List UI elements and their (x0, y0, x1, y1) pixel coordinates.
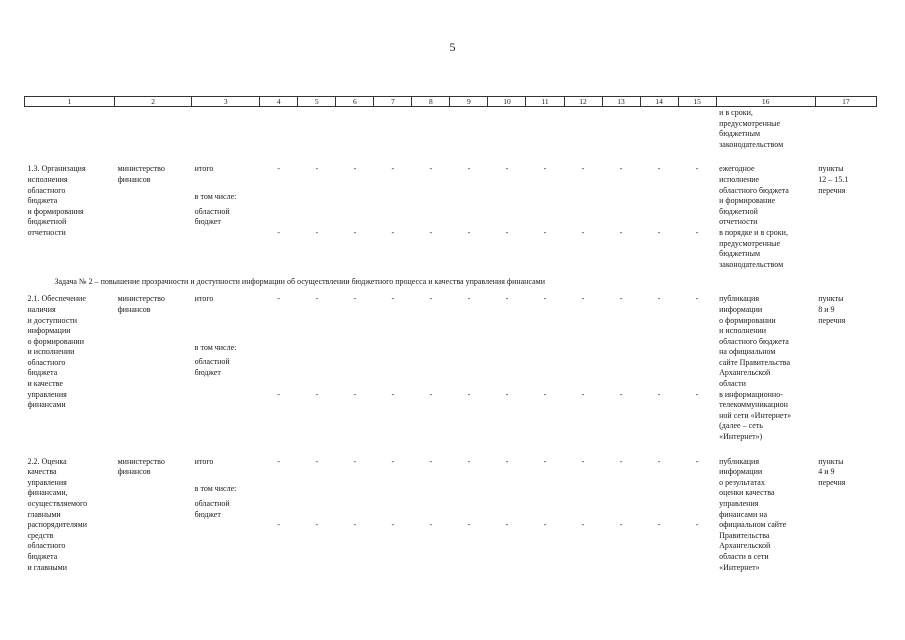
amount-dash: - (429, 520, 433, 530)
amount-dash: - (581, 227, 585, 237)
measure-executor: министерство финансов (117, 164, 165, 184)
amount-dash: - (619, 389, 623, 399)
measure-result: публикация информации о результатах оценки качества управления финансами на (719, 456, 775, 519)
amount-dash: - (429, 389, 433, 399)
column-number-2: 2 (115, 97, 192, 107)
amount-dash: - (657, 294, 661, 304)
amount-dash: - (429, 456, 433, 466)
amount-dash: - (543, 164, 547, 174)
amount-dash: - (619, 227, 623, 237)
amount-dash: - (391, 227, 395, 237)
amount-dash: - (505, 389, 509, 399)
amount-dash: - (619, 164, 623, 174)
column-number-16: 16 (716, 97, 815, 107)
measure-result: ежегодное исполнение областного бюджета и формирование бюджетной отчетности (719, 164, 789, 227)
measure-row (25, 457, 877, 482)
amount-dash: - (467, 389, 471, 399)
amount-dash: - (429, 294, 433, 304)
amount-dash: - (353, 164, 357, 174)
measure-executor: министерство финансов (117, 294, 165, 314)
amount-dash: - (277, 294, 281, 304)
column-number-9: 9 (450, 97, 488, 107)
measure-name: 2.2. Оценка качества управления финансами, осуществляемого главными распорядителями средств областного бюджета и главными (27, 456, 88, 572)
amount-dash: - (657, 164, 661, 174)
spacer-row (25, 150, 877, 164)
amount-dash: - (315, 520, 319, 530)
amount-dash: - (581, 389, 585, 399)
amount-dash: - (277, 164, 281, 174)
amount-dash: - (657, 389, 661, 399)
amount-dash: - (277, 389, 281, 399)
amount-dash: - (581, 520, 585, 530)
amount-dash: - (391, 520, 395, 530)
amount-dash: - (353, 227, 357, 237)
amount-dash: - (543, 294, 547, 304)
funding-total: итого (194, 164, 214, 174)
funding-total: итого (194, 456, 214, 466)
funding-breakdown: в том числе: областной бюджет (194, 342, 237, 377)
amount-dash: - (581, 456, 585, 466)
amount-dash: - (695, 227, 699, 237)
column-number-7: 7 (374, 97, 412, 107)
funding-breakdown: в том числе: областной бюджет (194, 484, 237, 519)
column-number-row (25, 97, 877, 107)
amount-dash: - (543, 389, 547, 399)
task-row (25, 270, 877, 294)
column-number-4: 4 (260, 97, 298, 107)
amount-dash: - (315, 164, 319, 174)
amount-dash: - (277, 227, 281, 237)
measure-result-continued: официальном сайте Правительства Архангельской области в сети «Интернет» (719, 520, 787, 572)
amount-dash: - (277, 520, 281, 530)
amount-dash: - (505, 520, 509, 530)
amount-dash: - (429, 164, 433, 174)
column-number-14: 14 (640, 97, 678, 107)
measure-result-continued: в порядке и в сроки, предусмотренные бюджетным законодательством (719, 227, 788, 269)
amount-dash: - (391, 294, 395, 304)
amount-dash: - (353, 520, 357, 530)
funding-breakdown: в том числе: областной бюджет (194, 192, 237, 227)
amount-dash: - (467, 456, 471, 466)
column-number-1: 1 (25, 97, 115, 107)
amount-dash: - (695, 294, 699, 304)
column-number-13: 13 (602, 97, 640, 107)
amount-dash: - (543, 456, 547, 466)
measure-indicator-link: пункты 4 и 9 перечня (818, 456, 846, 487)
measure-executor: министерство финансов (117, 456, 165, 477)
amount-dash: - (505, 294, 509, 304)
column-number-15: 15 (678, 97, 716, 107)
amount-dash: - (543, 520, 547, 530)
amount-dash: - (467, 227, 471, 237)
measure-row (25, 164, 877, 189)
continuation-row (25, 107, 877, 151)
measure-result-continued: в информационно- телекоммуникацион ной сети «Интернет» (далее – сеть «Интернет») (719, 389, 792, 442)
column-number-6: 6 (336, 97, 374, 107)
continuation-result: и в сроки, предусмотренные бюджетным законодательством (719, 108, 784, 149)
spacer-row (25, 443, 877, 457)
amount-dash: - (657, 520, 661, 530)
column-number-3: 3 (192, 97, 260, 107)
amount-dash: - (315, 294, 319, 304)
amount-dash: - (353, 389, 357, 399)
measure-row (25, 294, 877, 339)
amount-dash: - (543, 227, 547, 237)
amount-dash: - (505, 456, 509, 466)
amount-dash: - (619, 520, 623, 530)
amount-dash: - (467, 164, 471, 174)
amount-dash: - (467, 294, 471, 304)
amount-dash: - (391, 164, 395, 174)
column-number-5: 5 (298, 97, 336, 107)
amount-dash: - (315, 389, 319, 399)
amount-dash: - (353, 294, 357, 304)
amount-dash: - (619, 294, 623, 304)
amount-dash: - (353, 456, 357, 466)
amount-dash: - (695, 520, 699, 530)
page-number: 5 (449, 40, 456, 54)
task-2-heading: Задача № 2 – повышение прозрачности и доступности информации об осуществлении бюджетного процесса и качества управления финансами (54, 277, 546, 287)
amount-dash: - (391, 389, 395, 399)
measure-name: 2.1. Обеспечение наличия и доступности информации о формировании и исполнении областного бюджета и качестве управления финансами (27, 294, 86, 410)
program-table (24, 96, 877, 573)
measure-name: 1.3. Организация исполнения областного бюджета и формирования бюджетной отчетности (27, 164, 86, 237)
measure-indicator-link: пункты 8 и 9 перечня (818, 294, 846, 325)
amount-dash: - (505, 164, 509, 174)
amount-dash: - (581, 294, 585, 304)
column-number-17: 17 (815, 97, 876, 107)
amount-dash: - (657, 456, 661, 466)
amount-dash: - (581, 164, 585, 174)
amount-dash: - (505, 227, 509, 237)
column-number-8: 8 (412, 97, 450, 107)
amount-dash: - (391, 456, 395, 466)
amount-dash: - (695, 456, 699, 466)
amount-dash: - (695, 164, 699, 174)
amount-dash: - (695, 389, 699, 399)
amount-dash: - (467, 520, 471, 530)
column-number-11: 11 (526, 97, 564, 107)
amount-dash: - (657, 227, 661, 237)
measure-indicator-link: пункты 12 – 15.1 перечня (818, 164, 849, 195)
amount-dash: - (315, 456, 319, 466)
measure-result: публикация информации о формировании и исполнении областного бюджета на официальном сайте Правительства Архангельской области (719, 294, 790, 389)
column-number-10: 10 (488, 97, 526, 107)
amount-dash: - (277, 456, 281, 466)
amount-dash: - (619, 456, 623, 466)
amount-dash: - (315, 227, 319, 237)
amount-dash: - (429, 227, 433, 237)
funding-total: итого (194, 294, 214, 304)
column-number-12: 12 (564, 97, 602, 107)
